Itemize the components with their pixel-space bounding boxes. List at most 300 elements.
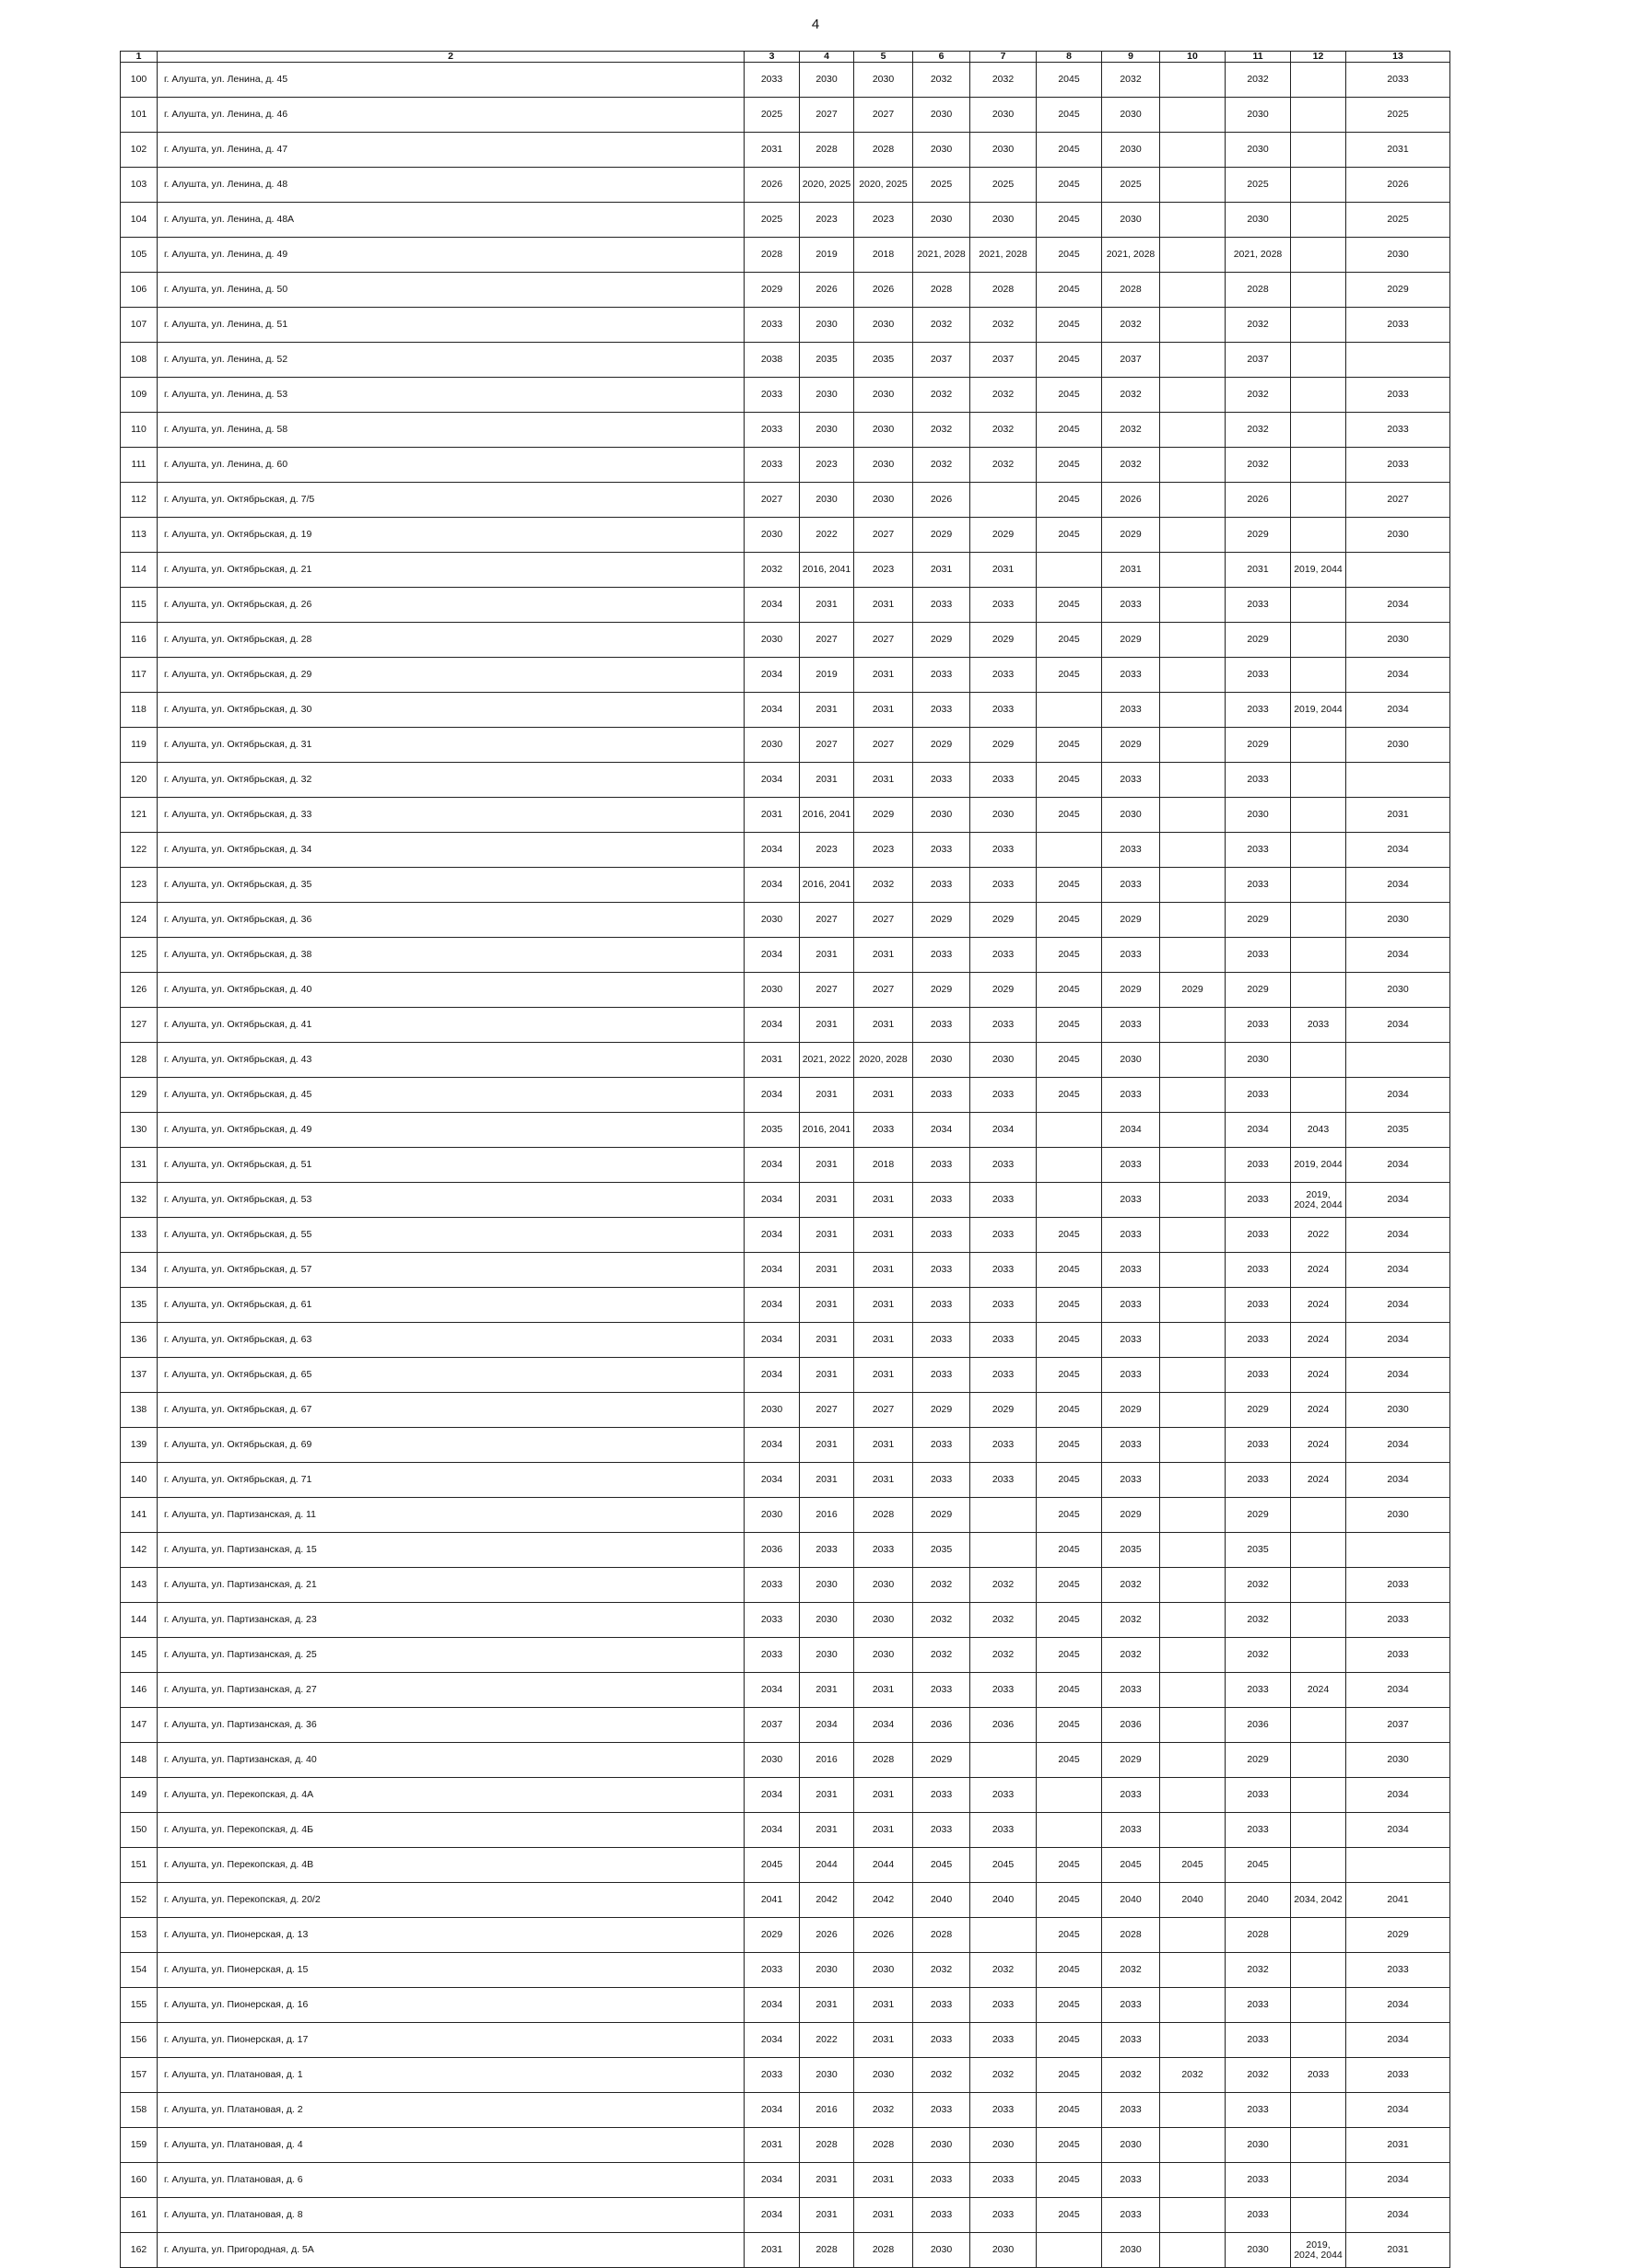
cell-col-4: 2030	[800, 63, 854, 98]
cell-col-8: 2045	[1037, 798, 1102, 833]
cell-col-7: 2033	[970, 2163, 1037, 2198]
cell-col-4: 2022	[800, 518, 854, 553]
cell-col-10	[1160, 1603, 1226, 1638]
header-cell-col-3: 3	[745, 52, 800, 63]
cell-col-4: 2020, 2025	[800, 168, 854, 203]
cell-col-8: 2045	[1037, 63, 1102, 98]
cell-col-12	[1291, 378, 1346, 413]
cell-col-13: 2034	[1346, 833, 1450, 868]
cell-address: г. Алушта, ул. Октябрьская, д. 35	[158, 868, 745, 903]
cell-col-9: 2033	[1102, 1008, 1160, 1043]
table-row	[121, 973, 1450, 1008]
cell-col-6: 2032	[913, 1953, 970, 1988]
cell-col-13	[1346, 1533, 1450, 1568]
cell-col-6: 2033	[913, 1218, 970, 1253]
cell-col-10	[1160, 1778, 1226, 1813]
cell-col-13: 2033	[1346, 308, 1450, 343]
cell-col-9: 2029	[1102, 623, 1160, 658]
cell-col-6: 2033	[913, 1813, 970, 1848]
cell-col-10	[1160, 1183, 1226, 1218]
cell-col-7: 2032	[970, 448, 1037, 483]
cell-address: г. Алушта, ул. Октябрьская, д. 32	[158, 763, 745, 798]
cell-col-7: 2029	[970, 623, 1037, 658]
cell-col-3: 2029	[745, 1918, 800, 1953]
cell-col-7: 2032	[970, 413, 1037, 448]
cell-col-13: 2030	[1346, 973, 1450, 1008]
cell-col-7: 2033	[970, 938, 1037, 973]
cell-col-13: 2041	[1346, 1883, 1450, 1918]
cell-address: г. Алушта, ул. Пионерская, д. 15	[158, 1953, 745, 1988]
cell-col-5: 2031	[854, 2023, 913, 2058]
cell-col-5: 2023	[854, 833, 913, 868]
cell-col-12	[1291, 1708, 1346, 1743]
cell-col-8: 2045	[1037, 2198, 1102, 2233]
table-row	[121, 1358, 1450, 1393]
table-row	[121, 203, 1450, 238]
cell-col-13	[1346, 553, 1450, 588]
table-row	[121, 63, 1450, 98]
cell-col-6: 2028	[913, 1918, 970, 1953]
cell-col-8: 2045	[1037, 308, 1102, 343]
cell-col-11: 2032	[1226, 448, 1291, 483]
cell-col-9: 2033	[1102, 588, 1160, 623]
table-row	[121, 1113, 1450, 1148]
cell-col-9: 2032	[1102, 63, 1160, 98]
cell-col-3: 2033	[745, 413, 800, 448]
cell-address: г. Алушта, ул. Октябрьская, д. 61	[158, 1288, 745, 1323]
cell-col-5: 2030	[854, 413, 913, 448]
cell-col-7	[970, 483, 1037, 518]
cell-col-9: 2030	[1102, 203, 1160, 238]
cell-col-10	[1160, 1358, 1226, 1393]
cell-col-10	[1160, 763, 1226, 798]
cell-col-7: 2030	[970, 203, 1037, 238]
cell-col-13: 2031	[1346, 2233, 1450, 2268]
cell-row-number: 100	[121, 63, 158, 98]
cell-col-8: 2045	[1037, 903, 1102, 938]
cell-col-3: 2031	[745, 1043, 800, 1078]
cell-address: г. Алушта, ул. Октябрьская, д. 26	[158, 588, 745, 623]
cell-col-4: 2033	[800, 1533, 854, 1568]
cell-col-4: 2028	[800, 133, 854, 168]
cell-col-7: 2030	[970, 98, 1037, 133]
cell-col-10	[1160, 1498, 1226, 1533]
cell-address: г. Алушта, ул. Партизанская, д. 11	[158, 1498, 745, 1533]
header-cell-col-10: 10	[1160, 52, 1226, 63]
table-row	[121, 2128, 1450, 2163]
cell-col-6: 2040	[913, 1883, 970, 1918]
cell-row-number: 138	[121, 1393, 158, 1428]
cell-row-number: 102	[121, 133, 158, 168]
cell-col-9: 2033	[1102, 1078, 1160, 1113]
cell-col-13	[1346, 1043, 1450, 1078]
table-row	[121, 413, 1450, 448]
cell-col-5: 2031	[854, 1358, 913, 1393]
cell-col-11: 2040	[1226, 1883, 1291, 1918]
cell-col-8: 2045	[1037, 483, 1102, 518]
cell-col-13: 2034	[1346, 1148, 1450, 1183]
cell-col-6: 2033	[913, 1428, 970, 1463]
cell-col-6: 2034	[913, 1113, 970, 1148]
cell-col-11: 2030	[1226, 133, 1291, 168]
cell-col-3: 2029	[745, 273, 800, 308]
cell-col-8: 2045	[1037, 2128, 1102, 2163]
cell-col-9: 2040	[1102, 1883, 1160, 1918]
cell-col-7: 2033	[970, 1358, 1037, 1393]
cell-col-3: 2033	[745, 378, 800, 413]
cell-row-number: 137	[121, 1358, 158, 1393]
cell-col-5: 2033	[854, 1113, 913, 1148]
cell-col-5: 2027	[854, 518, 913, 553]
cell-col-8	[1037, 553, 1102, 588]
cell-col-13: 2034	[1346, 938, 1450, 973]
cell-col-4: 2026	[800, 1918, 854, 1953]
header-cell-col-11: 11	[1226, 52, 1291, 63]
cell-col-9: 2033	[1102, 763, 1160, 798]
header-cell-col-12: 12	[1291, 52, 1346, 63]
cell-col-9: 2033	[1102, 1673, 1160, 1708]
cell-col-5: 2030	[854, 378, 913, 413]
cell-col-13: 2034	[1346, 1358, 1450, 1393]
cell-col-10: 2032	[1160, 2058, 1226, 2093]
cell-col-4: 2030	[800, 413, 854, 448]
cell-col-11: 2029	[1226, 903, 1291, 938]
cell-col-13: 2034	[1346, 2163, 1450, 2198]
cell-col-5: 2030	[854, 308, 913, 343]
cell-col-8: 2045	[1037, 1988, 1102, 2023]
cell-col-5: 2030	[854, 1953, 913, 1988]
cell-col-5: 2031	[854, 1673, 913, 1708]
cell-col-10	[1160, 168, 1226, 203]
cell-col-3: 2034	[745, 693, 800, 728]
cell-address: г. Алушта, ул. Октябрьская, д. 31	[158, 728, 745, 763]
cell-col-7: 2037	[970, 343, 1037, 378]
cell-col-13: 2034	[1346, 1008, 1450, 1043]
cell-address: г. Алушта, ул. Октябрьская, д. 43	[158, 1043, 745, 1078]
cell-col-12	[1291, 1918, 1346, 1953]
cell-col-13: 2034	[1346, 2023, 1450, 2058]
cell-col-7: 2033	[970, 1078, 1037, 1113]
cell-col-9: 2032	[1102, 448, 1160, 483]
cell-col-3: 2034	[745, 763, 800, 798]
cell-col-4: 2016, 2041	[800, 798, 854, 833]
cell-col-6: 2033	[913, 938, 970, 973]
cell-col-12	[1291, 1778, 1346, 1813]
cell-row-number: 162	[121, 2233, 158, 2268]
cell-col-9: 2033	[1102, 833, 1160, 868]
cell-col-12	[1291, 1078, 1346, 1113]
cell-col-3: 2025	[745, 203, 800, 238]
cell-col-10	[1160, 798, 1226, 833]
cell-col-13: 2029	[1346, 1918, 1450, 1953]
cell-address: г. Алушта, ул. Октябрьская, д. 28	[158, 623, 745, 658]
cell-col-13: 2030	[1346, 903, 1450, 938]
cell-col-3: 2033	[745, 63, 800, 98]
cell-row-number: 118	[121, 693, 158, 728]
table-row	[121, 1148, 1450, 1183]
cell-col-4: 2034	[800, 1708, 854, 1743]
cell-address: г. Алушта, ул. Октябрьская, д. 21	[158, 553, 745, 588]
cell-col-6: 2033	[913, 868, 970, 903]
cell-col-3: 2033	[745, 1953, 800, 1988]
cell-col-12: 2033	[1291, 2058, 1346, 2093]
cell-address: г. Алушта, ул. Октябрьская, д. 33	[158, 798, 745, 833]
cell-col-3: 2025	[745, 98, 800, 133]
cell-col-7: 2033	[970, 763, 1037, 798]
cell-col-12	[1291, 238, 1346, 273]
cell-row-number: 114	[121, 553, 158, 588]
cell-col-7: 2030	[970, 133, 1037, 168]
cell-row-number: 158	[121, 2093, 158, 2128]
cell-col-11: 2033	[1226, 868, 1291, 903]
cell-col-6: 2030	[913, 203, 970, 238]
cell-row-number: 119	[121, 728, 158, 763]
cell-row-number: 146	[121, 1673, 158, 1708]
table-row	[121, 1043, 1450, 1078]
cell-col-7: 2033	[970, 1288, 1037, 1323]
cell-col-6: 2029	[913, 728, 970, 763]
cell-row-number: 101	[121, 98, 158, 133]
cell-col-12	[1291, 868, 1346, 903]
cell-col-8	[1037, 2233, 1102, 2268]
cell-col-9: 2025	[1102, 168, 1160, 203]
table-row	[121, 133, 1450, 168]
cell-col-12: 2024	[1291, 1428, 1346, 1463]
cell-col-3: 2030	[745, 728, 800, 763]
cell-row-number: 151	[121, 1848, 158, 1883]
cell-row-number: 107	[121, 308, 158, 343]
cell-col-8: 2045	[1037, 203, 1102, 238]
cell-col-5: 2023	[854, 203, 913, 238]
cell-col-10	[1160, 1428, 1226, 1463]
cell-col-9: 2033	[1102, 2198, 1160, 2233]
cell-row-number: 115	[121, 588, 158, 623]
cell-col-9: 2032	[1102, 308, 1160, 343]
cell-col-10	[1160, 1988, 1226, 2023]
cell-col-4: 2031	[800, 1288, 854, 1323]
cell-col-8: 2045	[1037, 1533, 1102, 1568]
cell-address: г. Алушта, ул. Октябрьская, д. 69	[158, 1428, 745, 1463]
cell-col-4: 2026	[800, 273, 854, 308]
cell-col-6: 2033	[913, 763, 970, 798]
table-row	[121, 1463, 1450, 1498]
cell-address: г. Алушта, ул. Ленина, д. 45	[158, 63, 745, 98]
cell-address: г. Алушта, ул. Октябрьская, д. 55	[158, 1218, 745, 1253]
cell-col-7: 2029	[970, 903, 1037, 938]
cell-col-5: 2027	[854, 98, 913, 133]
cell-col-3: 2033	[745, 1603, 800, 1638]
cell-col-7: 2032	[970, 1638, 1037, 1673]
cell-col-5: 2026	[854, 273, 913, 308]
table-row	[121, 2023, 1450, 2058]
cell-col-13: 2033	[1346, 1638, 1450, 1673]
cell-col-11: 2032	[1226, 1638, 1291, 1673]
table-row	[121, 1743, 1450, 1778]
cell-col-6: 2030	[913, 98, 970, 133]
cell-col-10: 2029	[1160, 973, 1226, 1008]
cell-row-number: 144	[121, 1603, 158, 1638]
cell-col-7: 2033	[970, 658, 1037, 693]
cell-col-11: 2033	[1226, 658, 1291, 693]
cell-col-7: 2033	[970, 1253, 1037, 1288]
cell-row-number: 134	[121, 1253, 158, 1288]
cell-col-7: 2033	[970, 1428, 1037, 1463]
cell-col-13: 2034	[1346, 1323, 1450, 1358]
cell-col-8: 2045	[1037, 1428, 1102, 1463]
cell-col-9: 2029	[1102, 728, 1160, 763]
cell-col-11: 2033	[1226, 1358, 1291, 1393]
cell-col-10	[1160, 728, 1226, 763]
cell-col-3: 2030	[745, 973, 800, 1008]
cell-col-5: 2031	[854, 1008, 913, 1043]
cell-col-4: 2035	[800, 343, 854, 378]
cell-col-12	[1291, 938, 1346, 973]
cell-col-5: 2031	[854, 1988, 913, 2023]
cell-col-7: 2030	[970, 798, 1037, 833]
cell-col-8: 2045	[1037, 728, 1102, 763]
cell-row-number: 104	[121, 203, 158, 238]
cell-col-9: 2030	[1102, 133, 1160, 168]
cell-col-6: 2033	[913, 1288, 970, 1323]
cell-col-11: 2037	[1226, 343, 1291, 378]
cell-col-8: 2045	[1037, 413, 1102, 448]
cell-address: г. Алушта, ул. Октябрьская, д. 38	[158, 938, 745, 973]
cell-address: г. Алушта, ул. Октябрьская, д. 40	[158, 973, 745, 1008]
cell-row-number: 133	[121, 1218, 158, 1253]
cell-address: г. Алушта, ул. Пригородная, д. 5А	[158, 2233, 745, 2268]
cell-col-3: 2026	[745, 168, 800, 203]
cell-col-7: 2033	[970, 1218, 1037, 1253]
cell-col-6: 2029	[913, 518, 970, 553]
cell-col-5: 2031	[854, 1323, 913, 1358]
table-row	[121, 903, 1450, 938]
cell-col-9: 2032	[1102, 1568, 1160, 1603]
cell-col-8: 2045	[1037, 1043, 1102, 1078]
cell-col-13: 2034	[1346, 1218, 1450, 1253]
cell-col-11: 2030	[1226, 98, 1291, 133]
cell-col-6: 2032	[913, 1568, 970, 1603]
cell-col-4: 2030	[800, 1953, 854, 1988]
cell-col-9: 2033	[1102, 1323, 1160, 1358]
cell-col-13: 2030	[1346, 1393, 1450, 1428]
cell-col-4: 2031	[800, 1078, 854, 1113]
cell-col-5: 2031	[854, 1218, 913, 1253]
cell-col-12	[1291, 1638, 1346, 1673]
cell-col-9: 2033	[1102, 938, 1160, 973]
cell-col-10	[1160, 1218, 1226, 1253]
cell-col-6: 2026	[913, 483, 970, 518]
cell-col-10	[1160, 1953, 1226, 1988]
cell-col-9: 2029	[1102, 1743, 1160, 1778]
cell-col-4: 2027	[800, 903, 854, 938]
cell-col-5: 2033	[854, 1533, 913, 1568]
cell-col-10	[1160, 448, 1226, 483]
cell-col-11: 2032	[1226, 378, 1291, 413]
cell-col-10	[1160, 2023, 1226, 2058]
table-row	[121, 693, 1450, 728]
cell-row-number: 159	[121, 2128, 158, 2163]
cell-row-number: 117	[121, 658, 158, 693]
cell-col-13: 2034	[1346, 693, 1450, 728]
cell-address: г. Алушта, ул. Платановая, д. 1	[158, 2058, 745, 2093]
cell-col-13: 2033	[1346, 1953, 1450, 1988]
cell-col-7: 2033	[970, 1813, 1037, 1848]
cell-col-10	[1160, 1008, 1226, 1043]
cell-col-7: 2029	[970, 518, 1037, 553]
cell-col-12: 2024	[1291, 1288, 1346, 1323]
cell-col-3: 2031	[745, 798, 800, 833]
table-row	[121, 553, 1450, 588]
cell-col-6: 2032	[913, 448, 970, 483]
cell-col-7: 2032	[970, 1603, 1037, 1638]
cell-col-6: 2032	[913, 413, 970, 448]
cell-col-12: 2043	[1291, 1113, 1346, 1148]
cell-col-6: 2033	[913, 1183, 970, 1218]
cell-col-4: 2016, 2041	[800, 553, 854, 588]
cell-address: г. Алушта, ул. Пионерская, д. 16	[158, 1988, 745, 2023]
cell-col-12: 2024	[1291, 1673, 1346, 1708]
cell-col-13: 2034	[1346, 1428, 1450, 1463]
cell-col-11: 2032	[1226, 63, 1291, 98]
cell-col-12: 2024	[1291, 1253, 1346, 1288]
cell-col-12	[1291, 133, 1346, 168]
cell-col-8: 2045	[1037, 1393, 1102, 1428]
cell-col-6: 2036	[913, 1708, 970, 1743]
cell-col-13: 2033	[1346, 413, 1450, 448]
cell-col-7: 2033	[970, 588, 1037, 623]
cell-col-12	[1291, 1813, 1346, 1848]
cell-col-13: 2033	[1346, 448, 1450, 483]
header-cell-col-9: 9	[1102, 52, 1160, 63]
cell-address: г. Алушта, ул. Платановая, д. 2	[158, 2093, 745, 2128]
cell-col-11: 2035	[1226, 1533, 1291, 1568]
cell-col-11: 2033	[1226, 2198, 1291, 2233]
cell-col-4: 2016	[800, 1743, 854, 1778]
cell-col-8: 2045	[1037, 1638, 1102, 1673]
cell-row-number: 130	[121, 1113, 158, 1148]
cell-col-5: 2026	[854, 1918, 913, 1953]
cell-col-9: 2029	[1102, 518, 1160, 553]
cell-col-7: 2032	[970, 378, 1037, 413]
cell-col-12: 2019, 2044	[1291, 693, 1346, 728]
cell-row-number: 161	[121, 2198, 158, 2233]
cell-row-number: 106	[121, 273, 158, 308]
cell-col-4: 2021, 2022	[800, 1043, 854, 1078]
cell-address: г. Алушта, ул. Ленина, д. 60	[158, 448, 745, 483]
cell-col-12	[1291, 1953, 1346, 1988]
cell-col-10	[1160, 903, 1226, 938]
cell-col-11: 2026	[1226, 483, 1291, 518]
cell-col-6: 2033	[913, 1323, 970, 1358]
cell-row-number: 148	[121, 1743, 158, 1778]
cell-col-11: 2028	[1226, 1918, 1291, 1953]
cell-col-13: 2034	[1346, 1183, 1450, 1218]
cell-col-5: 2028	[854, 133, 913, 168]
cell-col-11: 2033	[1226, 1323, 1291, 1358]
cell-col-12	[1291, 1988, 1346, 2023]
cell-col-11: 2033	[1226, 938, 1291, 973]
cell-col-11: 2029	[1226, 1498, 1291, 1533]
cell-address: г. Алушта, ул. Октябрьская, д. 36	[158, 903, 745, 938]
cell-col-4: 2031	[800, 1008, 854, 1043]
cell-col-4: 2031	[800, 2163, 854, 2198]
cell-row-number: 160	[121, 2163, 158, 2198]
cell-col-5: 2027	[854, 973, 913, 1008]
cell-col-7: 2029	[970, 728, 1037, 763]
cell-col-4: 2019	[800, 658, 854, 693]
cell-col-7: 2033	[970, 833, 1037, 868]
cell-col-4: 2031	[800, 2198, 854, 2233]
